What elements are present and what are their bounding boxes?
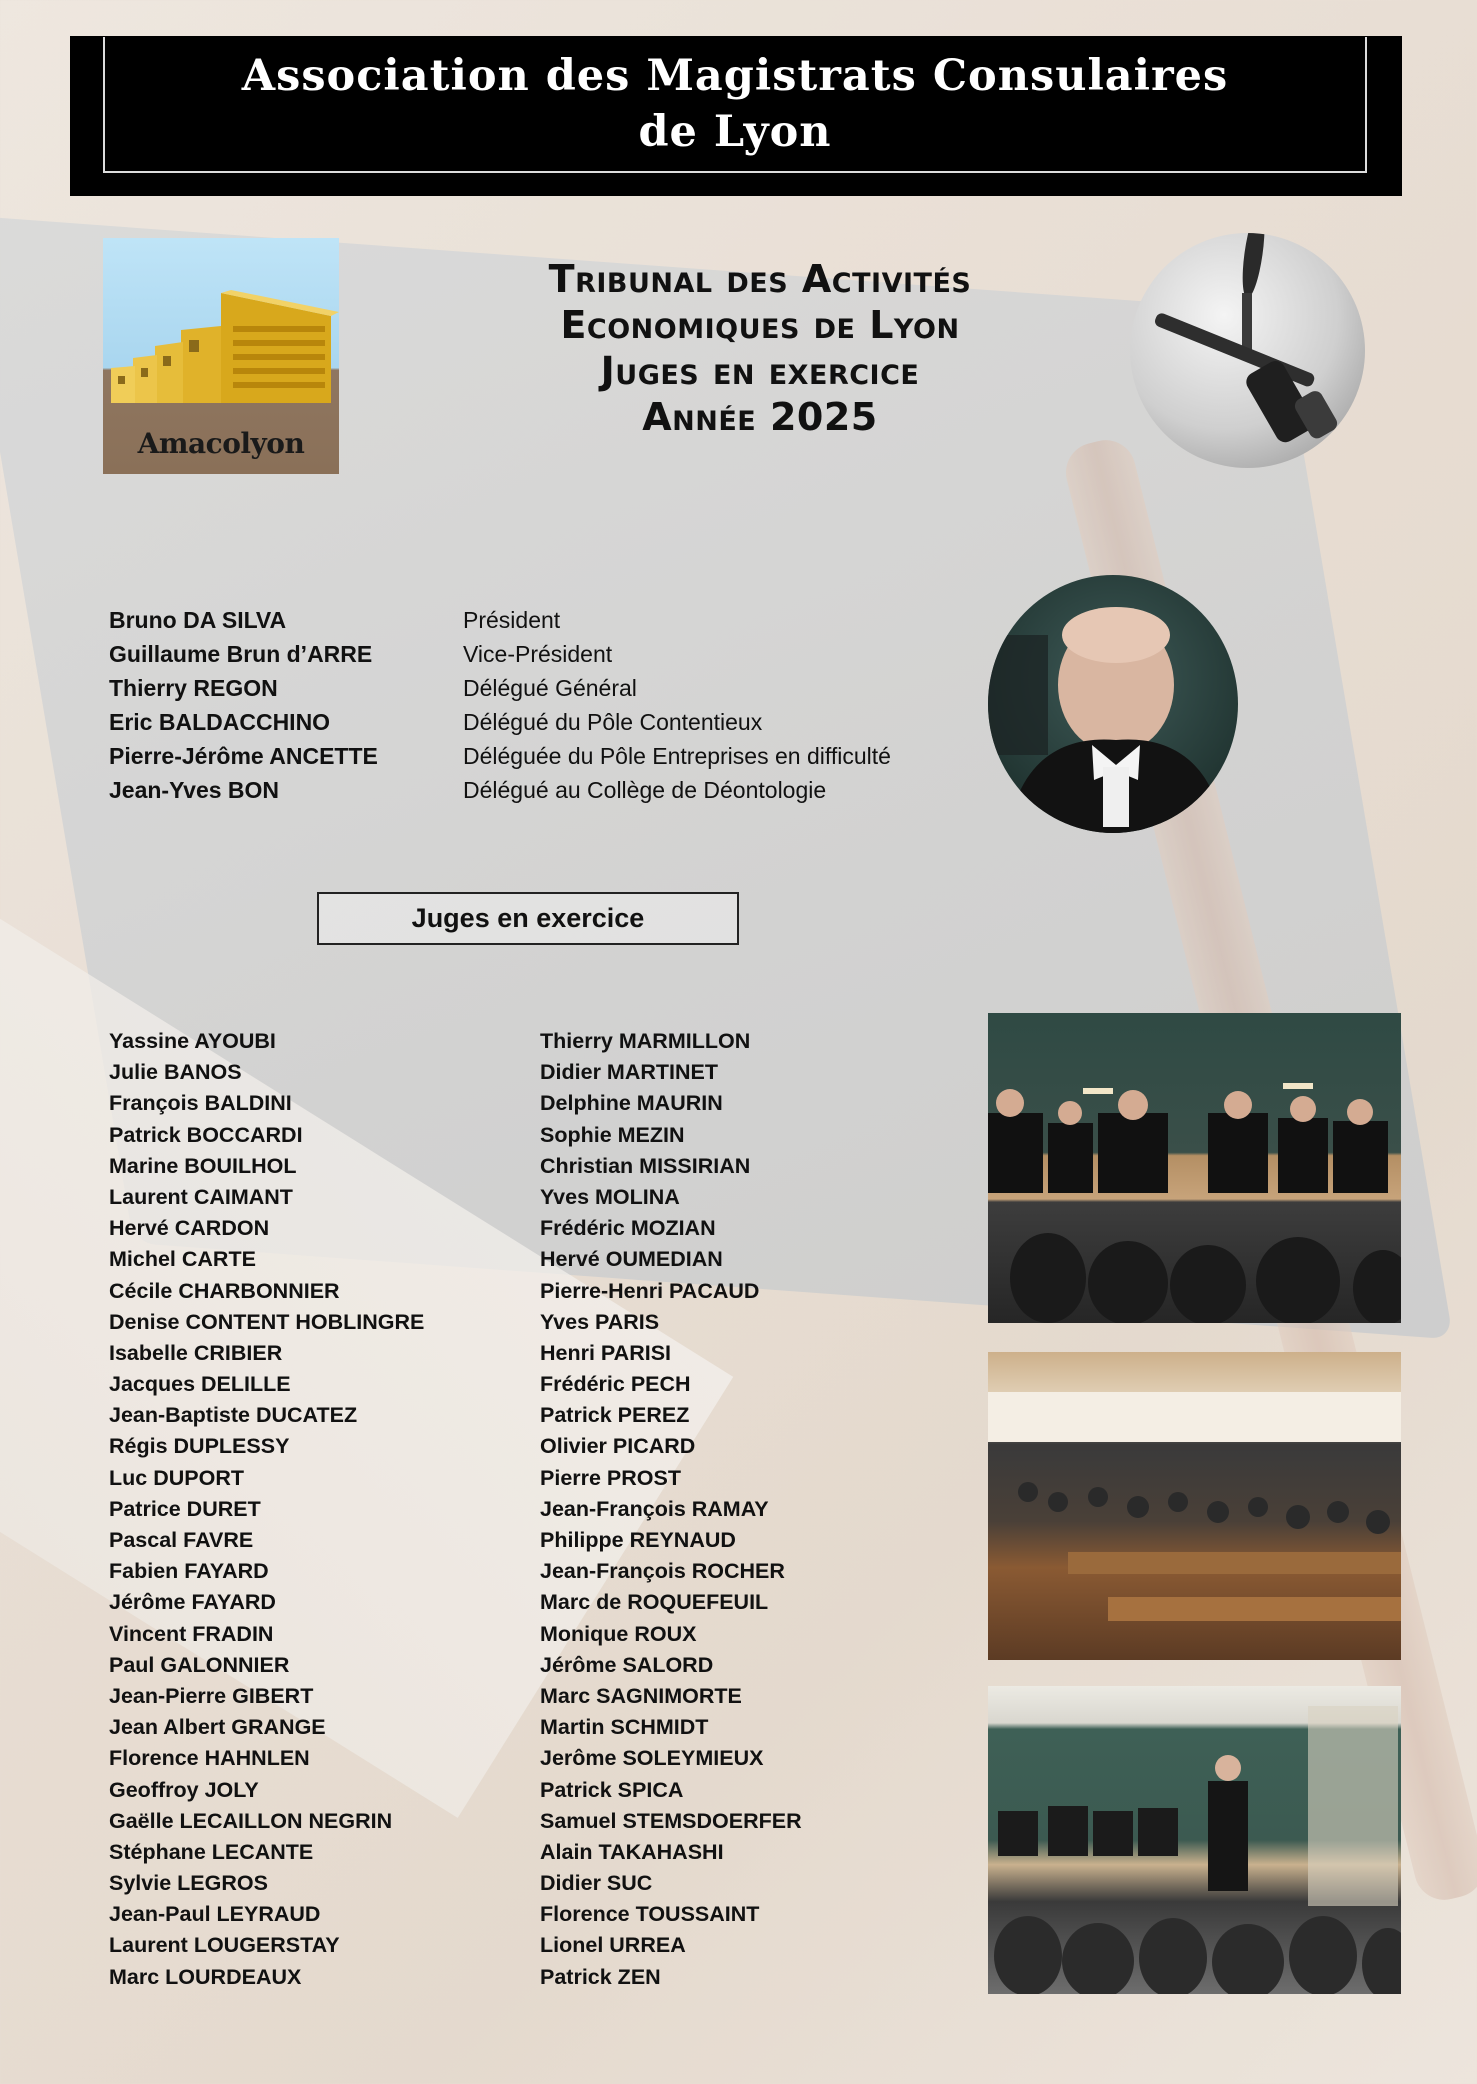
judge-name: Vincent FRADIN: [109, 1621, 274, 1646]
judge-name: Didier MARTINET: [540, 1060, 718, 1085]
officer-name: Jean-Yves BON: [109, 777, 280, 803]
president-portrait-figure: [988, 575, 1238, 833]
judge-name: Didier SUC: [540, 1871, 653, 1896]
judge-name: Yves MOLINA: [540, 1184, 680, 1209]
judge-name: Fabien FAYARD: [109, 1559, 269, 1584]
judge-name: Régis DUPLESSY: [109, 1434, 290, 1459]
judges-list-right: [540, 1027, 802, 1994]
judge-name: Jean-Pierre GIBERT: [109, 1683, 314, 1708]
judge-name: Marc LOURDEAUX: [109, 1964, 302, 1989]
header-frame: [103, 37, 1367, 173]
judge-name: Martin SCHMIDT: [540, 1715, 709, 1740]
header-banner: [70, 36, 1402, 196]
judge-name: Geoffroy JOLY: [109, 1777, 259, 1802]
judge-name: Patrick PEREZ: [540, 1403, 690, 1428]
officer-role: Délégué au Collège de Déontologie: [463, 777, 827, 803]
judges-list-left: [109, 1027, 424, 1994]
courtroom-hearing-photo: [988, 1686, 1401, 1994]
tribunal-title-line-4: Année 2025: [642, 395, 878, 439]
officer-role: Délégué Général: [463, 675, 637, 701]
judge-name: Christian MISSIRIAN: [540, 1153, 751, 1178]
tribunal-title-line-3: Juges en exercice: [600, 349, 920, 393]
juges-en-exercice-heading: Juges en exercice: [317, 892, 739, 945]
judge-name: Laurent CAIMANT: [109, 1184, 293, 1209]
judge-name: Marine BOUILHOL: [109, 1153, 297, 1178]
judge-name: Jean Albert GRANGE: [109, 1715, 326, 1740]
judge-name: Jérôme SALORD: [540, 1652, 714, 1677]
judge-name: Denise CONTENT HOBLINGRE: [109, 1309, 425, 1334]
courtroom-audience-photo: [988, 1352, 1401, 1660]
judge-name: Patrick BOCCARDI: [109, 1122, 303, 1147]
gavel-icon: [1130, 233, 1365, 468]
judge-name: Marc de ROQUEFEUIL: [540, 1590, 769, 1615]
judge-name: Hervé CARDON: [109, 1216, 270, 1241]
officer-role: Président: [463, 607, 561, 633]
judge-name: Alain TAKAHASHI: [540, 1839, 724, 1864]
judge-name: Paul GALONNIER: [109, 1652, 290, 1677]
logo-label: Amacolyon: [137, 427, 305, 460]
judge-name: Florence HAHNLEN: [109, 1746, 310, 1771]
court-bench-photo: [988, 1013, 1401, 1323]
judge-name: Pierre PROST: [540, 1465, 681, 1490]
judge-name: Samuel STEMSDOERFER: [540, 1808, 802, 1833]
officer-role: Vice-Président: [463, 641, 613, 667]
tribunal-title: [440, 256, 1080, 440]
judge-name: Delphine MAURIN: [540, 1091, 723, 1116]
judge-name: Florence TOUSSAINT: [540, 1902, 760, 1927]
judge-name: Julie BANOS: [109, 1060, 242, 1085]
header-title-line-2: de Lyon: [638, 107, 832, 157]
judge-name: Frédéric MOZIAN: [540, 1216, 716, 1241]
judge-name: Stéphane LECANTE: [109, 1839, 314, 1864]
judge-name: Marc SAGNIMORTE: [540, 1683, 742, 1708]
judge-name: François BALDINI: [109, 1091, 292, 1116]
judge-name: Patrick SPICA: [540, 1777, 684, 1802]
judge-name: Jean-Paul LEYRAUD: [109, 1902, 321, 1927]
judge-name: Gaëlle LECAILLON NEGRIN: [109, 1808, 393, 1833]
judge-name: Michel CARTE: [109, 1247, 256, 1272]
judge-name: Laurent LOUGERSTAY: [109, 1933, 340, 1958]
judge-name: Jacques DELILLE: [109, 1372, 291, 1397]
judge-name: Sylvie LEGROS: [109, 1871, 268, 1896]
judge-name: Pierre-Henri PACAUD: [540, 1278, 760, 1303]
judge-name: Pascal FAVRE: [109, 1528, 254, 1552]
judge-name: Olivier PICARD: [540, 1434, 696, 1459]
officer-name: Eric BALDACCHINO: [109, 709, 331, 735]
judge-name: Lionel URREA: [540, 1933, 686, 1958]
officer-role: Déléguée du Pôle Entreprises en difficulté: [463, 743, 891, 769]
judge-name: Luc DUPORT: [109, 1465, 244, 1490]
judge-name: Jerôme SOLEYMIEUX: [540, 1746, 764, 1771]
judge-name: Yassine AYOUBI: [109, 1029, 276, 1053]
officer-name: Pierre-Jérôme ANCETTE: [109, 743, 378, 769]
judge-name: Thierry MARMILLON: [540, 1029, 751, 1053]
judge-name: Patrick ZEN: [540, 1964, 661, 1989]
judge-name: Hervé OUMEDIAN: [540, 1247, 723, 1272]
courtroom-hearing-photo-figures: [988, 1686, 1401, 1994]
courtroom-audience-photo-figures: [988, 1352, 1401, 1660]
tribunal-title-line-2: Economiques de Lyon: [560, 303, 960, 347]
judge-name: Sophie MEZIN: [540, 1122, 685, 1147]
gavel-photo: [1130, 233, 1365, 468]
judge-name: Henri PARISI: [540, 1340, 672, 1365]
judge-name: Frédéric PECH: [540, 1372, 691, 1397]
amacolyon-logo: [103, 238, 339, 474]
judge-name: Monique ROUX: [540, 1621, 697, 1646]
judge-name: Philippe REYNAUD: [540, 1528, 736, 1552]
officer-name: Bruno DA SILVA: [109, 607, 287, 633]
officer-role: Délégué du Pôle Contentieux: [463, 709, 763, 735]
president-portrait: [988, 575, 1238, 833]
judge-name: Yves PARIS: [540, 1309, 660, 1334]
tribunal-title-line-1: Tribunal des Activités: [548, 257, 972, 301]
judge-name: Patrice DURET: [109, 1496, 261, 1521]
judge-name: Cécile CHARBONNIER: [109, 1278, 340, 1303]
judge-name: Jean-François RAMAY: [540, 1496, 769, 1521]
judge-name: Isabelle CRIBIER: [109, 1340, 283, 1365]
officer-name: Guillaume Brun d’ARRE: [109, 641, 373, 667]
judge-name: Jean-Baptiste DUCATEZ: [109, 1403, 358, 1428]
judge-name: Jérôme FAYARD: [109, 1590, 276, 1615]
header-title-line-1: Association des Magistrats Consulaires: [241, 51, 1229, 101]
officer-name: Thierry REGON: [109, 675, 278, 701]
court-bench-photo-figures: [988, 1013, 1401, 1323]
judge-name: Jean-François ROCHER: [540, 1559, 785, 1584]
